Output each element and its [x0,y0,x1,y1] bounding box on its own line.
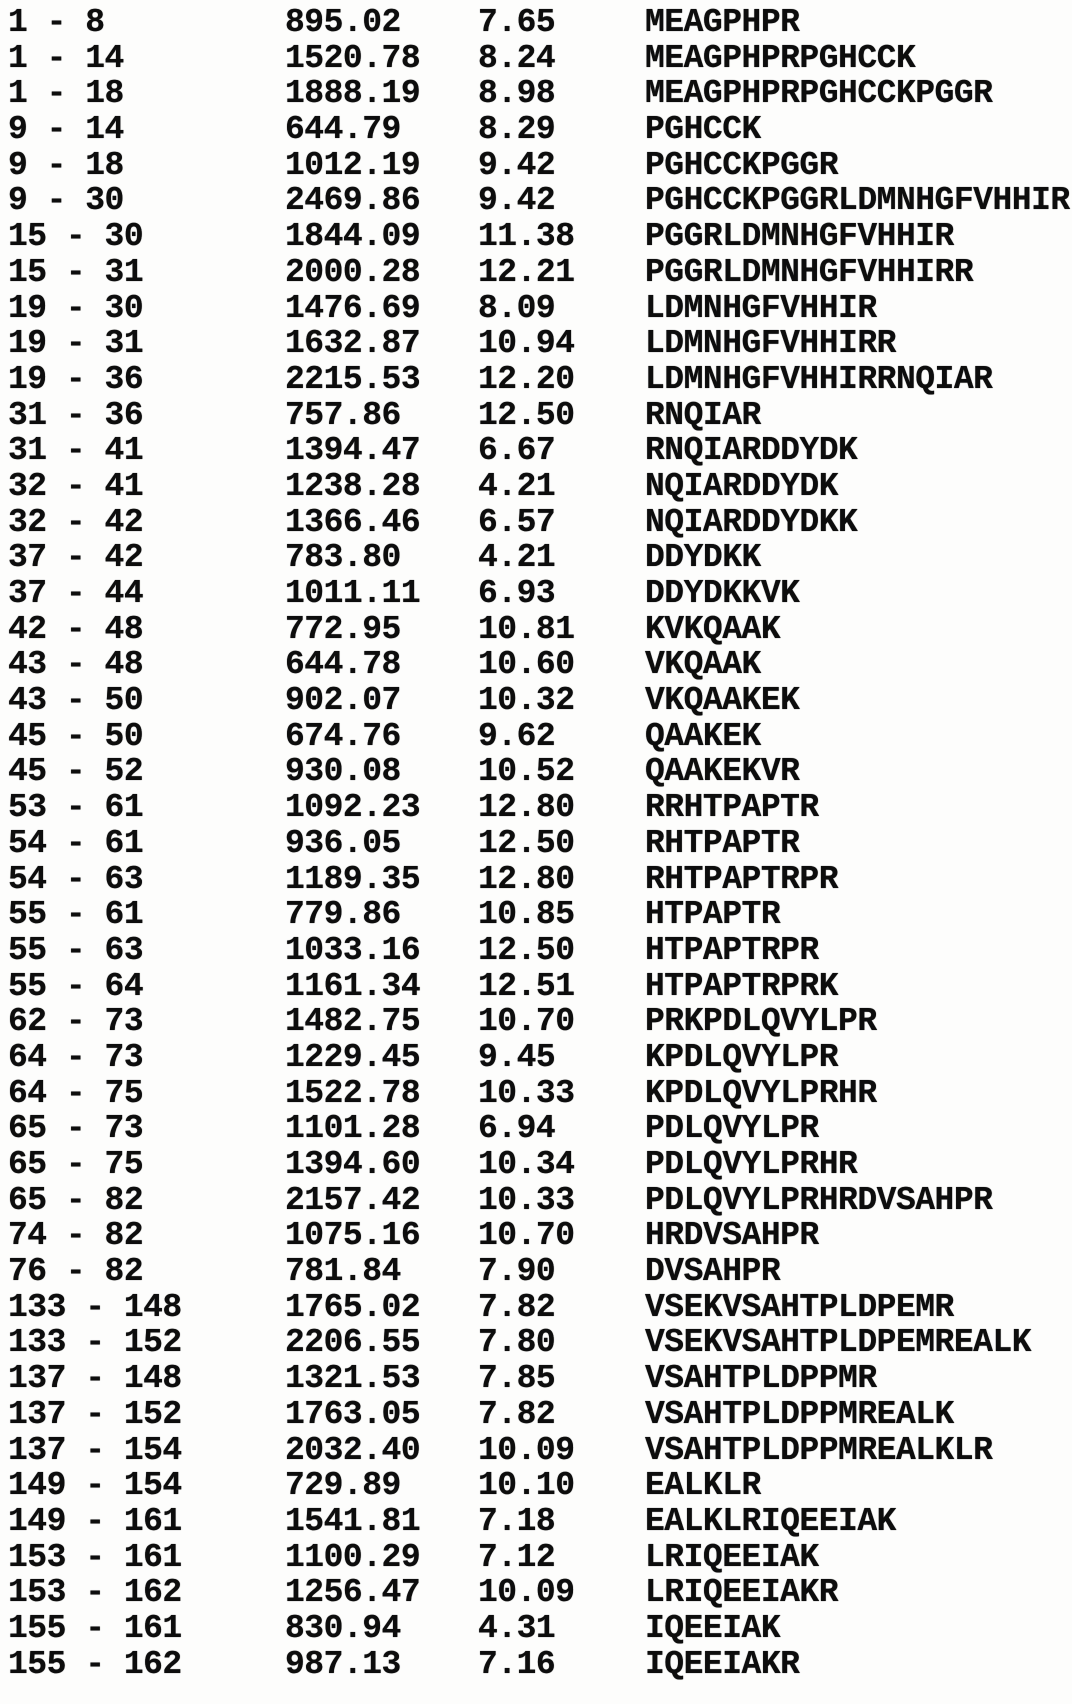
sequence-cell: LDMNHGFVHHIRR [645,325,896,363]
sequence-cell: MEAGPHPRPGHCCK [645,39,916,77]
sequence-cell: DDYDKK [645,539,761,577]
pi-cell: 7.18 [478,1502,556,1540]
table-row [8,754,1072,790]
pi-cell: 9.45 [478,1038,556,1076]
pi-cell: 7.82 [478,1395,556,1433]
sequence-cell: NQIARDDYDKK [645,503,858,541]
mass-cell: 1229.45 [285,1038,421,1076]
sequence-cell: PGGRLDMNHGFVHHIRR [645,253,974,291]
mass-cell: 2206.55 [285,1324,421,1362]
mass-cell: 674.76 [285,717,401,755]
mass-cell: 1100.29 [285,1538,421,1576]
residue-range-cell: 15 - 30 [8,218,144,256]
residue-range-cell: 19 - 36 [8,360,144,398]
residue-range-cell: 64 - 75 [8,1074,144,1112]
pi-cell: 8.24 [478,39,556,77]
pi-cell: 10.94 [478,325,575,363]
table-row [8,1111,1072,1147]
residue-range-cell: 137 - 154 [8,1431,182,1469]
mass-cell: 1394.60 [285,1146,421,1183]
sequence-cell: PRKPDLQVYLPR [645,1003,877,1041]
sequence-cell: RNQIARDDYDK [645,432,858,470]
residue-range-cell: 43 - 50 [8,682,144,720]
mass-cell: 1033.16 [285,931,421,969]
mass-cell: 930.08 [285,753,401,791]
table-row [8,291,1072,327]
residue-range-cell: 19 - 31 [8,325,144,363]
mass-cell: 1238.28 [285,467,421,505]
mass-cell: 781.84 [285,1253,401,1291]
residue-range-cell: 54 - 63 [8,860,144,898]
sequence-cell: IQEEIAKR [645,1645,800,1683]
mass-cell: 1161.34 [285,967,421,1005]
residue-range-cell: 53 - 61 [8,789,144,827]
table-row [8,897,1072,933]
residue-range-cell: 55 - 61 [8,896,144,934]
pi-cell: 7.85 [478,1360,556,1398]
table-row [8,1611,1072,1647]
residue-range-cell: 149 - 161 [8,1502,182,1540]
table-row [8,469,1072,505]
sequence-cell: DDYDKKVK [645,575,800,612]
mass-cell: 1075.16 [285,1217,421,1255]
pi-cell: 4.21 [478,539,556,577]
sequence-cell: PGGRLDMNHGFVHHIR [645,218,954,256]
pi-cell: 10.60 [478,646,575,684]
residue-range-cell: 15 - 31 [8,253,144,291]
table-row [8,1040,1072,1076]
pi-cell: 12.50 [478,396,575,434]
residue-range-cell: 153 - 162 [8,1574,182,1612]
table-row [8,255,1072,291]
residue-range-cell: 55 - 64 [8,967,144,1005]
mass-cell: 2157.42 [285,1181,421,1219]
residue-range-cell: 9 - 14 [8,111,124,149]
table-row [8,1183,1072,1219]
residue-range-cell: 19 - 30 [8,289,144,327]
sequence-cell: QAAKEKVR [645,753,800,791]
pi-cell: 10.70 [478,1217,575,1255]
pi-cell: 7.65 [478,4,556,41]
table-row [8,862,1072,898]
pi-cell: 6.94 [478,1110,556,1148]
residue-range-cell: 74 - 82 [8,1217,144,1255]
sequence-cell: PDLQVYLPR [645,1110,819,1148]
pi-cell: 11.38 [478,218,575,256]
pi-cell: 10.52 [478,753,575,791]
mass-cell: 1101.28 [285,1110,421,1148]
residue-range-cell: 37 - 44 [8,575,144,612]
sequence-cell: VSEKVSAHTPLDPEMR [645,1288,954,1326]
table-row [8,719,1072,755]
table-row [8,1325,1072,1361]
pi-cell: 10.09 [478,1431,575,1469]
pi-cell: 10.33 [478,1181,575,1219]
table-row [8,5,1072,41]
mass-cell: 1520.78 [285,39,421,77]
table-row [8,362,1072,398]
residue-range-cell: 45 - 52 [8,753,144,791]
residue-range-cell: 1 - 8 [8,4,105,41]
mass-cell: 1844.09 [285,218,421,256]
sequence-cell: PGHCCK [645,111,761,149]
sequence-cell: RRHTPAPTR [645,789,819,827]
table-row [8,398,1072,434]
mass-cell: 779.86 [285,896,401,934]
sequence-cell: PGHCCKPGGR [645,146,839,184]
residue-range-cell: 65 - 75 [8,1146,144,1183]
sequence-cell: VSAHTPLDPPMREALK [645,1395,954,1433]
sequence-cell: RNQIAR [645,396,761,434]
mass-cell: 2469.86 [285,182,421,220]
table-row [8,219,1072,255]
mass-cell: 1366.46 [285,503,421,541]
mass-cell: 1476.69 [285,289,421,327]
residue-range-cell: 137 - 152 [8,1395,182,1433]
sequence-cell: HTPAPTRPRK [645,967,839,1005]
residue-range-cell: 155 - 162 [8,1645,182,1683]
table-row [8,826,1072,862]
pi-cell: 9.42 [478,182,556,220]
sequence-cell: LRIQEEIAKR [645,1574,839,1612]
sequence-cell: EALKLR [645,1467,761,1505]
residue-range-cell: 43 - 48 [8,646,144,684]
residue-range-cell: 64 - 73 [8,1038,144,1076]
pi-cell: 7.12 [478,1538,556,1576]
mass-cell: 2215.53 [285,360,421,398]
mass-cell: 830.94 [285,1609,401,1647]
residue-range-cell: 153 - 161 [8,1538,182,1576]
pi-cell: 9.42 [478,146,556,184]
sequence-cell: RHTPAPTRPR [645,860,839,898]
table-row [8,433,1072,469]
mass-cell: 936.05 [285,824,401,862]
residue-range-cell: 37 - 42 [8,539,144,577]
mass-cell: 1888.19 [285,75,421,113]
mass-cell: 783.80 [285,539,401,577]
table-row [8,647,1072,683]
pi-cell: 6.67 [478,432,556,470]
pi-cell: 10.09 [478,1574,575,1612]
mass-cell: 729.89 [285,1467,401,1505]
residue-range-cell: 137 - 148 [8,1360,182,1398]
table-row [8,1468,1072,1504]
residue-range-cell: 133 - 152 [8,1324,182,1362]
sequence-cell: VSAHTPLDPPMREALKLR [645,1431,993,1469]
mass-cell: 644.78 [285,646,401,684]
table-row [8,1433,1072,1469]
residue-range-cell: 65 - 73 [8,1110,144,1148]
mass-cell: 1522.78 [285,1074,421,1112]
sequence-cell: DVSAHPR [645,1253,781,1291]
mass-cell: 772.95 [285,610,401,648]
sequence-cell: QAAKEK [645,717,761,755]
pi-cell: 10.32 [478,682,575,720]
pi-cell: 4.21 [478,467,556,505]
table-row [8,1647,1072,1683]
sequence-cell: VKQAAK [645,646,761,684]
table-row [8,576,1072,612]
residue-range-cell: 9 - 30 [8,182,124,220]
sequence-cell: RHTPAPTR [645,824,800,862]
table-row [8,112,1072,148]
sequence-cell: LDMNHGFVHHIR [645,289,877,327]
table-row [8,1290,1072,1326]
pi-cell: 12.80 [478,789,575,827]
residue-range-cell: 31 - 36 [8,396,144,434]
table-row [8,183,1072,219]
mass-cell: 1012.19 [285,146,421,184]
sequence-cell: HRDVSAHPR [645,1217,819,1255]
residue-range-cell: 32 - 42 [8,503,144,541]
table-row [8,41,1072,77]
pi-cell: 10.10 [478,1467,575,1505]
table-row [8,1540,1072,1576]
mass-cell: 1763.05 [285,1395,421,1433]
sequence-cell: HTPAPTRPR [645,931,819,969]
mass-cell: 1765.02 [285,1288,421,1326]
table-row [8,505,1072,541]
mass-cell: 644.79 [285,111,401,149]
mass-cell: 1256.47 [285,1574,421,1612]
pi-cell: 7.90 [478,1253,556,1291]
residue-range-cell: 76 - 82 [8,1253,144,1291]
mass-cell: 1092.23 [285,789,421,827]
mass-cell: 2000.28 [285,253,421,291]
sequence-cell: PDLQVYLPRHR [645,1146,858,1183]
pi-cell: 12.20 [478,360,575,398]
table-row [8,1147,1072,1183]
table-row [8,540,1072,576]
table-row [8,1361,1072,1397]
mass-cell: 1632.87 [285,325,421,363]
pi-cell: 10.33 [478,1074,575,1112]
pi-cell: 6.57 [478,503,556,541]
sequence-cell: LDMNHGFVHHIRRNQIAR [645,360,993,398]
pi-cell: 12.50 [478,931,575,969]
pi-cell: 10.70 [478,1003,575,1041]
sequence-cell: VSAHTPLDPPMR [645,1360,877,1398]
sequence-cell: VSEKVSAHTPLDPEMREALK [645,1324,1032,1362]
pi-cell: 10.85 [478,896,575,934]
mass-cell: 1189.35 [285,860,421,898]
table-row [8,76,1072,112]
mass-cell: 1321.53 [285,1360,421,1398]
pi-cell: 7.82 [478,1288,556,1326]
table-row [8,969,1072,1005]
mass-cell: 1541.81 [285,1502,421,1540]
residue-range-cell: 42 - 48 [8,610,144,648]
table-row [8,1575,1072,1611]
mass-cell: 987.13 [285,1645,401,1683]
pi-cell: 8.09 [478,289,556,327]
residue-range-cell: 9 - 18 [8,146,124,184]
pi-cell: 12.21 [478,253,575,291]
table-row [8,790,1072,826]
table-row [8,1504,1072,1540]
sequence-cell: KPDLQVYLPRHR [645,1074,877,1112]
sequence-cell: PDLQVYLPRHRDVSAHPR [645,1181,993,1219]
residue-range-cell: 149 - 154 [8,1467,182,1505]
table-row [8,683,1072,719]
pi-cell: 12.51 [478,967,575,1005]
mass-cell: 2032.40 [285,1431,421,1469]
pi-cell: 10.81 [478,610,575,648]
residue-range-cell: 133 - 148 [8,1288,182,1326]
sequence-cell: PGHCCKPGGRLDMNHGFVHHIR [645,182,1070,220]
residue-range-cell: 65 - 82 [8,1181,144,1219]
table-row [8,326,1072,362]
residue-range-cell: 62 - 73 [8,1003,144,1041]
pi-cell: 4.31 [478,1609,556,1647]
table-row [8,1218,1072,1254]
sequence-cell: MEAGPHPRPGHCCKPGGR [645,75,993,113]
pi-cell: 8.98 [478,75,556,113]
residue-range-cell: 55 - 63 [8,931,144,969]
pi-cell: 7.16 [478,1645,556,1683]
sequence-cell: KVKQAAK [645,610,781,648]
table-row [8,1076,1072,1112]
sequence-cell: VKQAAKEK [645,682,800,720]
pi-cell: 10.34 [478,1146,575,1183]
residue-range-cell: 32 - 41 [8,467,144,505]
mass-cell: 1011.11 [285,575,421,612]
table-row [8,148,1072,184]
sequence-cell: IQEEIAK [645,1609,781,1647]
table-row [8,1397,1072,1433]
table-row [8,612,1072,648]
residue-range-cell: 1 - 14 [8,39,124,77]
sequence-cell: NQIARDDYDK [645,467,839,505]
mass-cell: 757.86 [285,396,401,434]
mass-cell: 1394.47 [285,432,421,470]
residue-range-cell: 54 - 61 [8,824,144,862]
table-row [8,1004,1072,1040]
mass-cell: 902.07 [285,682,401,720]
residue-range-cell: 45 - 50 [8,717,144,755]
residue-range-cell: 1 - 18 [8,75,124,113]
pi-cell: 12.50 [478,824,575,862]
residue-range-cell: 155 - 161 [8,1609,182,1647]
sequence-cell: EALKLRIQEEIAK [645,1502,896,1540]
sequence-cell: MEAGPHPR [645,4,800,41]
sequence-cell: HTPAPTR [645,896,781,934]
mass-cell: 895.02 [285,4,401,41]
pi-cell: 7.80 [478,1324,556,1362]
pi-cell: 12.80 [478,860,575,898]
pi-cell: 8.29 [478,111,556,149]
pi-cell: 9.62 [478,717,556,755]
table-row [8,933,1072,969]
table-row [8,1254,1072,1290]
mass-cell: 1482.75 [285,1003,421,1041]
pi-cell: 6.93 [478,575,556,612]
sequence-cell: LRIQEEIAK [645,1538,819,1576]
residue-range-cell: 31 - 41 [8,432,144,470]
sequence-cell: KPDLQVYLPR [645,1038,839,1076]
